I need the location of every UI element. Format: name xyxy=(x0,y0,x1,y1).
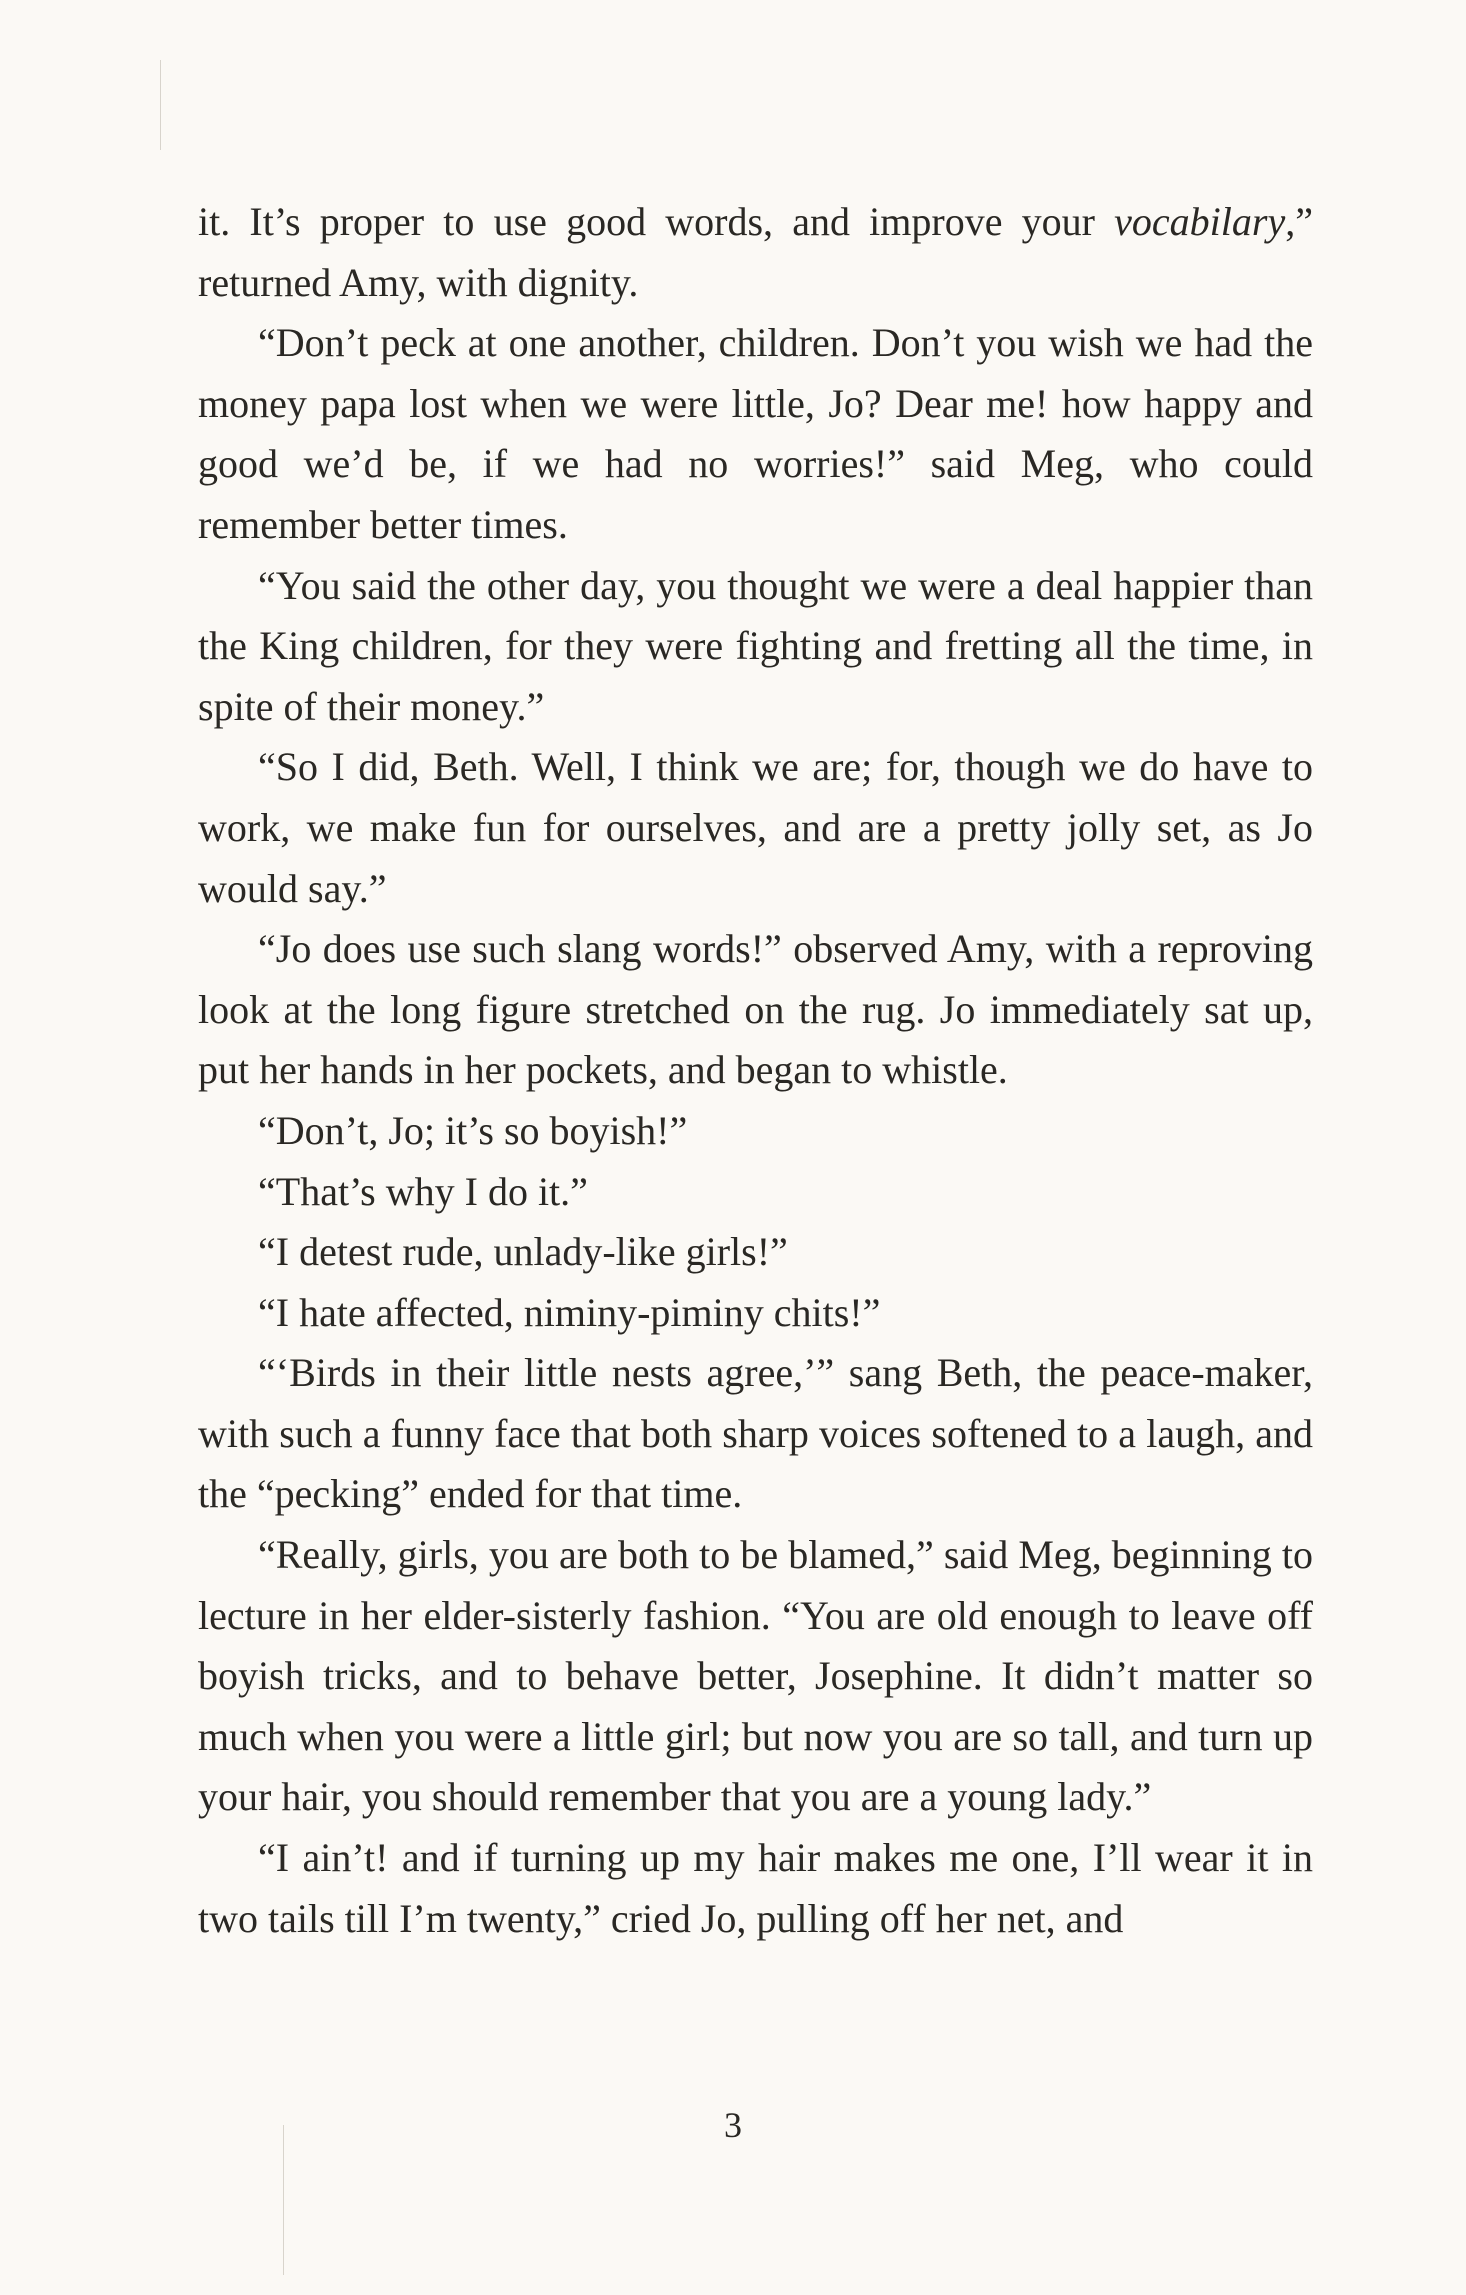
page-number: 3 xyxy=(724,2105,742,2145)
text-segment: “Jo does use such slang words!” observed Amy, with a reproving look at the long figure stretched on the rug. Jo immediately sat up, put her hands in her pockets, and began to whistle. xyxy=(198,926,1313,1093)
text-segment: “Don’t peck at one another, children. Don’t you wish we had the money papa lost when we were little, Jo? Dear me! how happy and good we’d be, if we had no worries!” said Meg, who could remember better times. xyxy=(198,320,1313,547)
paragraph xyxy=(198,1343,1313,1525)
body-text xyxy=(198,192,1313,1949)
paragraph xyxy=(198,1283,1313,1344)
text-segment: “I ain’t! and if turning up my hair makes me one, I’ll wear it in two tails till I’m twenty,” cried Jo, pulling off her net, and xyxy=(198,1835,1313,1941)
text-segment: ,” returned Amy, with dignity. xyxy=(198,199,1313,305)
paragraph xyxy=(198,1162,1313,1223)
italic-text: vocabilary xyxy=(1114,199,1286,244)
scan-crease-mark xyxy=(283,2125,284,2275)
text-segment: “So I did, Beth. Well, I think we are; for, though we do have to work, we make fun for ourselves, and are a pretty jolly set, as Jo would say.” xyxy=(198,744,1313,911)
paragraph xyxy=(198,737,1313,919)
paragraph xyxy=(198,1525,1313,1828)
paragraph xyxy=(198,919,1313,1101)
text-segment: “You said the other day, you thought we were a deal happier than the King children, for they were fighting and fretting all the time, in spite of their money.” xyxy=(198,562,1313,729)
paragraph xyxy=(198,1222,1313,1283)
scan-crease-mark xyxy=(160,60,161,150)
text-segment: it. It’s proper to use good words, and improve your xyxy=(198,199,1115,244)
text-segment: “I detest rude, unlady-like girls!” xyxy=(258,1229,788,1275)
paragraph xyxy=(198,192,1313,313)
paragraph xyxy=(198,556,1313,738)
text-segment: “That’s why I do it.” xyxy=(258,1168,588,1214)
text-segment: “‘Birds in their little nests agree,’” sang Beth, the peace-maker, with such a funny face that both sharp voices softened to a laugh, and the “pecking” ended for that time. xyxy=(198,1350,1313,1517)
text-segment: “I hate affected, niminy-piminy chits!” xyxy=(258,1289,881,1335)
paragraph xyxy=(198,313,1313,555)
paragraph xyxy=(198,1101,1313,1162)
text-segment: “Really, girls, you are both to be blamed,” said Meg, beginning to lecture in her elder-sisterly fashion. “You are old enough to leave off boyish tricks, and to behave better, Josephine. It didn’t matter so much when you were a little girl; but now you are so tall, and turn up your hair, you should remember that you are a young lady.” xyxy=(198,1532,1313,1820)
paragraph xyxy=(198,1828,1313,1949)
text-segment: “Don’t, Jo; it’s so boyish!” xyxy=(258,1107,688,1153)
